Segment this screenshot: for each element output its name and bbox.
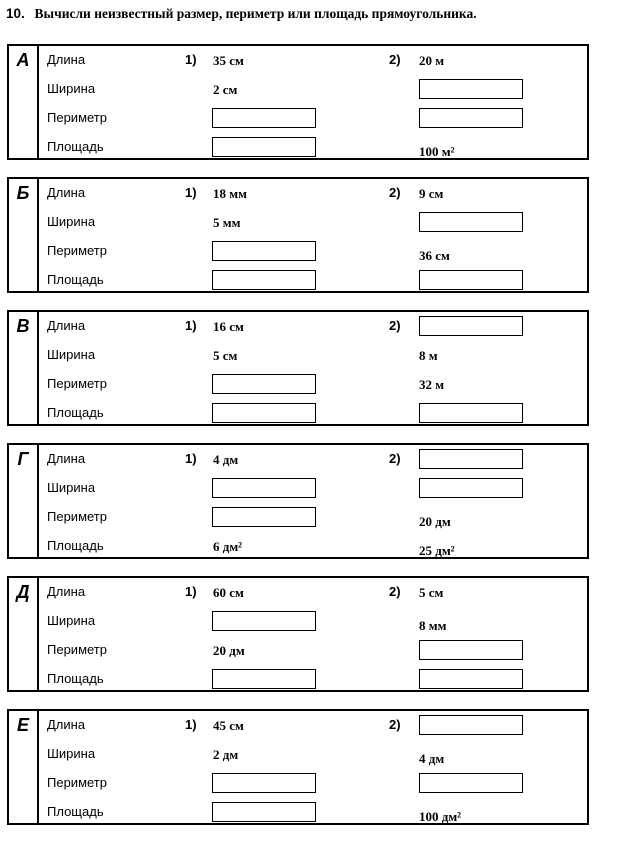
- column-number-2: 2): [389, 185, 401, 200]
- row-width: [9, 476, 587, 505]
- value-length-1: 16 см: [213, 319, 244, 334]
- answer-box-perimeter-1[interactable]: [212, 241, 316, 261]
- column-number-1: 1): [185, 52, 197, 67]
- row-label-length: Длина: [47, 584, 86, 599]
- answer-box-area-2[interactable]: [419, 403, 523, 423]
- column-number-2: 2): [389, 318, 401, 333]
- row-label-area: Площадь: [47, 272, 104, 287]
- row-label-perimeter: Периметр: [47, 642, 107, 657]
- row-area: [9, 667, 587, 696]
- row-label-perimeter: Периметр: [47, 376, 107, 391]
- answer-box-perimeter-1[interactable]: [212, 374, 316, 394]
- row-area: [9, 534, 587, 563]
- value-width-1: 2 дм: [213, 747, 239, 762]
- value-perimeter-2: 32 м: [419, 377, 445, 392]
- answer-box-width-2[interactable]: [419, 212, 523, 232]
- value-length-1: 60 см: [213, 585, 244, 600]
- row-perimeter: [9, 106, 587, 135]
- value-area-2: 100 дм²: [419, 809, 462, 824]
- row-length: [9, 580, 587, 609]
- row-label-length: Длина: [47, 451, 86, 466]
- task-block-6: [7, 709, 589, 825]
- answer-box-area-1[interactable]: [212, 270, 316, 290]
- row-label-area: Площадь: [47, 538, 104, 553]
- column-number-1: 1): [185, 318, 197, 333]
- task-block-5: [7, 576, 589, 692]
- answer-box-width-2[interactable]: [419, 79, 523, 99]
- task-header: [6, 6, 618, 22]
- value-width-1: 5 см: [213, 348, 238, 363]
- row-length: [9, 314, 587, 343]
- row-length: [9, 447, 587, 476]
- row-label-area: Площадь: [47, 139, 104, 154]
- answer-box-perimeter-2[interactable]: [419, 640, 523, 660]
- answer-box-length-2[interactable]: [419, 715, 523, 735]
- answer-box-area-2[interactable]: [419, 669, 523, 689]
- answer-box-perimeter-2[interactable]: [419, 108, 523, 128]
- answer-box-length-2[interactable]: [419, 449, 523, 469]
- answer-box-area-1[interactable]: [212, 137, 316, 157]
- block-letter: В: [9, 312, 39, 424]
- value-perimeter-2: 36 см: [419, 248, 450, 263]
- row-area: [9, 135, 587, 164]
- row-length: [9, 181, 587, 210]
- value-length-1: 18 мм: [213, 186, 247, 201]
- row-width: [9, 609, 587, 638]
- row-perimeter: [9, 771, 587, 800]
- answer-box-area-1[interactable]: [212, 802, 316, 822]
- row-width: [9, 742, 587, 771]
- column-number-1: 1): [185, 717, 197, 732]
- value-length-2: 5 см: [419, 585, 444, 600]
- row-length: [9, 713, 587, 742]
- row-label-perimeter: Периметр: [47, 243, 107, 258]
- row-area: [9, 401, 587, 430]
- value-area-2: 25 дм²: [419, 543, 455, 558]
- column-number-2: 2): [389, 451, 401, 466]
- row-label-length: Длина: [47, 318, 86, 333]
- row-label-length: Длина: [47, 185, 86, 200]
- value-perimeter-1: 20 дм: [213, 643, 245, 658]
- value-area-1: 6 дм²: [213, 539, 243, 554]
- column-number-1: 1): [185, 451, 197, 466]
- answer-box-perimeter-2[interactable]: [419, 773, 523, 793]
- row-width: [9, 210, 587, 239]
- answer-box-perimeter-1[interactable]: [212, 773, 316, 793]
- row-perimeter: [9, 239, 587, 268]
- task-instruction: Вычисли неизвестный размер, периметр или площадь прямоугольника.: [34, 6, 477, 21]
- answer-box-area-2[interactable]: [419, 270, 523, 290]
- row-label-width: Ширина: [47, 480, 96, 495]
- row-width: [9, 343, 587, 372]
- row-label-width: Ширина: [47, 347, 96, 362]
- task-block-4: [7, 443, 589, 559]
- row-label-area: Площадь: [47, 405, 104, 420]
- task-block-1: [7, 44, 589, 160]
- block-letter: А: [9, 46, 39, 158]
- task-block-2: [7, 177, 589, 293]
- answer-box-width-1[interactable]: [212, 611, 316, 631]
- row-label-width: Ширина: [47, 81, 96, 96]
- value-width-2: 8 мм: [419, 618, 447, 633]
- row-perimeter: [9, 505, 587, 534]
- row-label-area: Площадь: [47, 804, 104, 819]
- answer-box-width-2[interactable]: [419, 478, 523, 498]
- value-width-1: 5 мм: [213, 215, 241, 230]
- task-block-3: [7, 310, 589, 426]
- row-label-perimeter: Периметр: [47, 775, 107, 790]
- row-perimeter: [9, 372, 587, 401]
- row-perimeter: [9, 638, 587, 667]
- value-length-2: 20 м: [419, 53, 445, 68]
- row-label-perimeter: Периметр: [47, 110, 107, 125]
- answer-box-perimeter-1[interactable]: [212, 108, 316, 128]
- row-label-width: Ширина: [47, 214, 96, 229]
- answer-box-perimeter-1[interactable]: [212, 507, 316, 527]
- row-width: [9, 77, 587, 106]
- row-label-length: Длина: [47, 52, 86, 67]
- column-number-2: 2): [389, 717, 401, 732]
- value-width-2: 4 дм: [419, 751, 445, 766]
- answer-box-width-1[interactable]: [212, 478, 316, 498]
- block-letter: Д: [9, 578, 39, 690]
- value-perimeter-2: 20 дм: [419, 514, 451, 529]
- answer-box-area-1[interactable]: [212, 669, 316, 689]
- block-letter: Г: [9, 445, 39, 557]
- column-number-2: 2): [389, 584, 401, 599]
- row-label-width: Ширина: [47, 746, 96, 761]
- value-length-1: 35 см: [213, 53, 244, 68]
- task-number: 10.: [6, 6, 25, 21]
- block-letter: Б: [9, 179, 39, 291]
- row-length: [9, 48, 587, 77]
- value-area-2: 100 м²: [419, 144, 455, 159]
- block-letter: Е: [9, 711, 39, 823]
- column-number-1: 1): [185, 584, 197, 599]
- value-width-1: 2 см: [213, 82, 238, 97]
- value-length-2: 9 см: [419, 186, 444, 201]
- column-number-2: 2): [389, 52, 401, 67]
- value-length-1: 45 см: [213, 718, 244, 733]
- value-length-1: 4 дм: [213, 452, 239, 467]
- row-label-area: Площадь: [47, 671, 104, 686]
- row-label-length: Длина: [47, 717, 86, 732]
- answer-box-area-1[interactable]: [212, 403, 316, 423]
- column-number-1: 1): [185, 185, 197, 200]
- row-area: [9, 268, 587, 297]
- row-label-width: Ширина: [47, 613, 96, 628]
- answer-box-length-2[interactable]: [419, 316, 523, 336]
- row-area: [9, 800, 587, 829]
- value-width-2: 8 м: [419, 348, 438, 363]
- row-label-perimeter: Периметр: [47, 509, 107, 524]
